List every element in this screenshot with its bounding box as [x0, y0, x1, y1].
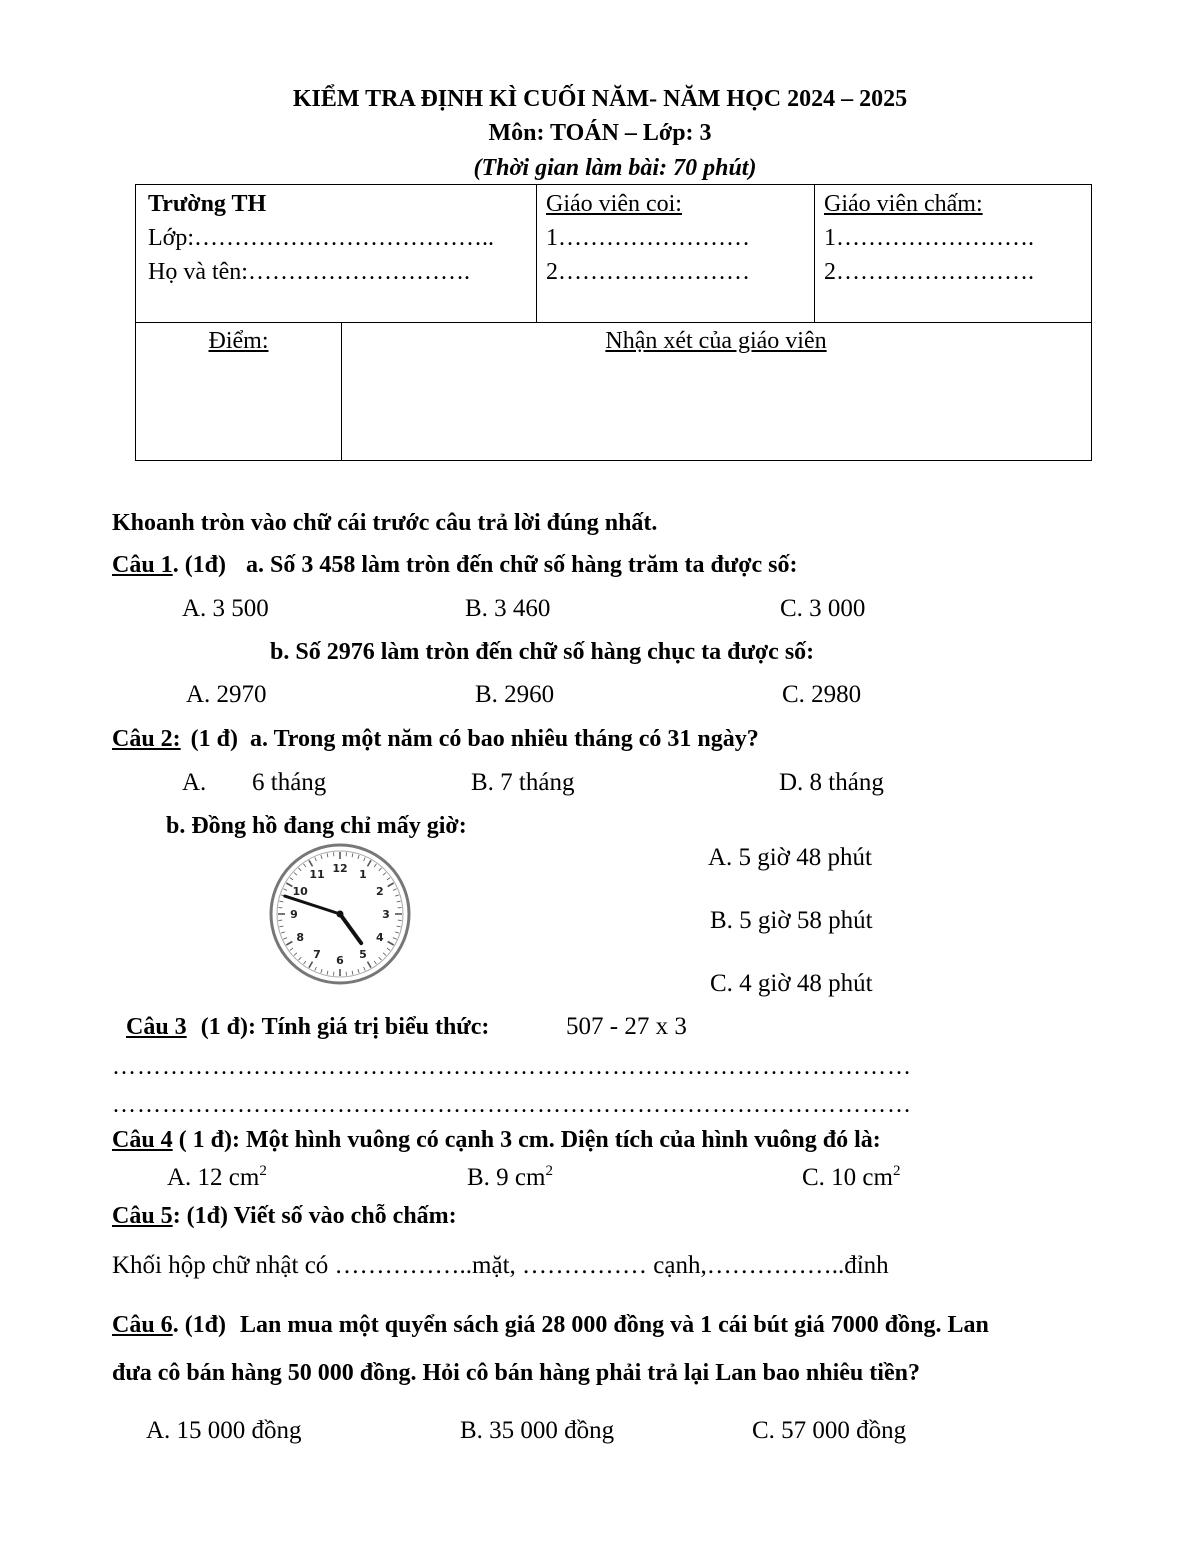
answer-line-1[interactable]: …………………………………………………………………………………… [112, 1054, 912, 1080]
school-label: Trường TH [148, 191, 267, 217]
clock-number-11: 11 [309, 868, 325, 882]
question-3 [126, 1012, 489, 1042]
clock-number-8: 8 [296, 931, 304, 944]
q2b-option-b[interactable]: B. 5 giờ 58 phút [710, 907, 873, 934]
instruction: Khoanh tròn vào chữ cái trước câu trả lời đúng nhất. [112, 510, 658, 536]
clock-number-2: 2 [376, 885, 384, 898]
question-6-text-2: đưa cô bán hàng 50 000 đồng. Hỏi cô bán hàng phải trả lại Lan bao nhiêu tiền? [112, 1360, 920, 1386]
proctor-2-field[interactable]: 2…………………… [546, 259, 750, 285]
exam-time: (Thời gian làm bài: 70 phút) [473, 155, 757, 181]
clock-number-10: 10 [292, 885, 308, 898]
q4-option-b-text: B. 9 cm [467, 1164, 546, 1191]
question-2a-text: a. Trong một năm có bao nhiêu tháng có 31 ngày? [250, 726, 759, 752]
comment-label: Nhận xét của giáo viên [605, 328, 827, 354]
clock-number-6: 6 [336, 954, 344, 967]
question-3-label: Câu 3 [126, 1014, 187, 1040]
q6-option-a[interactable]: A. 15 000 đồng [146, 1417, 302, 1444]
clock-number-5: 5 [359, 947, 367, 961]
question-6-text-1: Lan mua một quyển sách giá 28 000 đồng và 1 cái bút giá 7000 đồng. Lan [240, 1312, 989, 1338]
answer-line-2[interactable]: …………………………………………………………………………………… [112, 1092, 912, 1118]
question-1b-text: b. Số 2976 làm tròn đến chữ số hàng chục ta được số: [270, 639, 815, 665]
table-divider [136, 322, 1091, 323]
exam-title: KIỂM TRA ĐỊNH KÌ CUỐI NĂM- NĂM HỌC 2024 – 2025 [292, 86, 908, 112]
question-1-points: . (1đ) [172, 552, 227, 578]
question-4-text: Một hình vuông có cạnh 3 cm. Diện tích của hình vuông đó là: [246, 1127, 881, 1153]
question-1-label: Câu 1 [112, 552, 173, 578]
proctor-title: Giáo viên coi: [546, 191, 682, 217]
q4-option-c-exponent: 2 [892, 1163, 901, 1179]
question-6-label: Câu 6 [112, 1312, 173, 1338]
q4-option-c-text: C. 10 cm [802, 1164, 893, 1191]
question-2-points: (1 đ) [190, 726, 239, 752]
name-field[interactable]: Họ và tên:………………………. [148, 259, 470, 285]
grader-1-field[interactable]: 1……………………. [824, 225, 1034, 251]
question-4-label: Câu 4 [112, 1127, 173, 1153]
q4-option-b[interactable] [467, 1163, 553, 1193]
question-5-fill-in[interactable]: Khối hộp chữ nhật có ……………..mặt, …………… cạnh,……………..đỉnh [112, 1252, 889, 1279]
q1b-option-b[interactable]: B. 2960 [475, 681, 555, 708]
q2a-option-a[interactable]: A. [182, 769, 207, 796]
q4-option-a-text: A. 12 cm [167, 1164, 260, 1191]
q2a-option-d[interactable]: D. 8 tháng [779, 769, 884, 796]
table-divider [814, 185, 815, 322]
question-3-points: (1 đ): Tính giá trị biểu thức: [200, 1014, 490, 1040]
q2b-option-c[interactable]: C. 4 giờ 48 phút [710, 970, 873, 997]
question-1 [112, 550, 797, 580]
table-divider [536, 185, 537, 322]
q1a-option-a[interactable]: A. 3 500 [182, 595, 269, 622]
q2a-option-b[interactable]: B. 7 tháng [471, 769, 575, 796]
grader-title: Giáo viên chấm: [824, 191, 983, 217]
question-5-points: : (1đ) Viết số vào chỗ chấm: [172, 1203, 457, 1229]
q4-option-c[interactable] [802, 1163, 900, 1193]
q1a-option-b[interactable]: B. 3 460 [465, 595, 551, 622]
question-2b-text: b. Đồng hồ đang chỉ mấy giờ: [166, 813, 467, 839]
clock-number-1: 1 [359, 868, 367, 882]
q6-option-c[interactable]: C. 57 000 đồng [752, 1417, 907, 1444]
class-field[interactable]: Lớp:……………………………….. [148, 225, 495, 251]
q2a-option-a-text: 6 tháng [252, 769, 327, 796]
question-4-points: ( 1 đ): [178, 1127, 241, 1153]
question-6 [112, 1310, 989, 1340]
clock-number-9: 9 [290, 908, 298, 921]
question-2-label: Câu 2: [112, 726, 181, 752]
q6-option-b[interactable]: B. 35 000 đồng [460, 1417, 615, 1444]
q1b-option-c[interactable]: C. 2980 [782, 681, 862, 708]
question-5-label: Câu 5 [112, 1203, 173, 1229]
clock-number-7: 7 [313, 947, 321, 961]
q1a-option-c[interactable]: C. 3 000 [780, 595, 866, 622]
question-3-expression: 507 - 27 x 3 [566, 1013, 687, 1040]
exam-subject: Môn: TOÁN – Lớp: 3 [488, 120, 712, 146]
grader-2-field[interactable]: 2……………………. [824, 259, 1034, 285]
proctor-1-field[interactable]: 1…………………… [546, 225, 750, 251]
clock-number-4: 4 [376, 931, 384, 944]
q4-option-b-exponent: 2 [545, 1163, 553, 1179]
q4-option-a[interactable] [167, 1163, 267, 1193]
q4-option-a-exponent: 2 [259, 1163, 267, 1179]
q1b-option-a[interactable]: A. 2970 [186, 681, 267, 708]
clock-center [337, 911, 344, 918]
question-4 [112, 1125, 881, 1155]
clock-image [266, 843, 414, 985]
score-label: Điểm: [208, 328, 269, 354]
info-table [135, 184, 1092, 461]
question-1a-text: a. Số 3 458 làm tròn đến chữ số hàng trăm ta được số: [246, 552, 798, 578]
question-6-points: . (1đ) [172, 1312, 227, 1338]
question-5 [112, 1201, 457, 1231]
question-2 [112, 724, 759, 754]
clock-number-3: 3 [382, 908, 390, 921]
q2b-option-a[interactable]: A. 5 giờ 48 phút [708, 844, 872, 871]
clock-number-12: 12 [332, 862, 348, 875]
